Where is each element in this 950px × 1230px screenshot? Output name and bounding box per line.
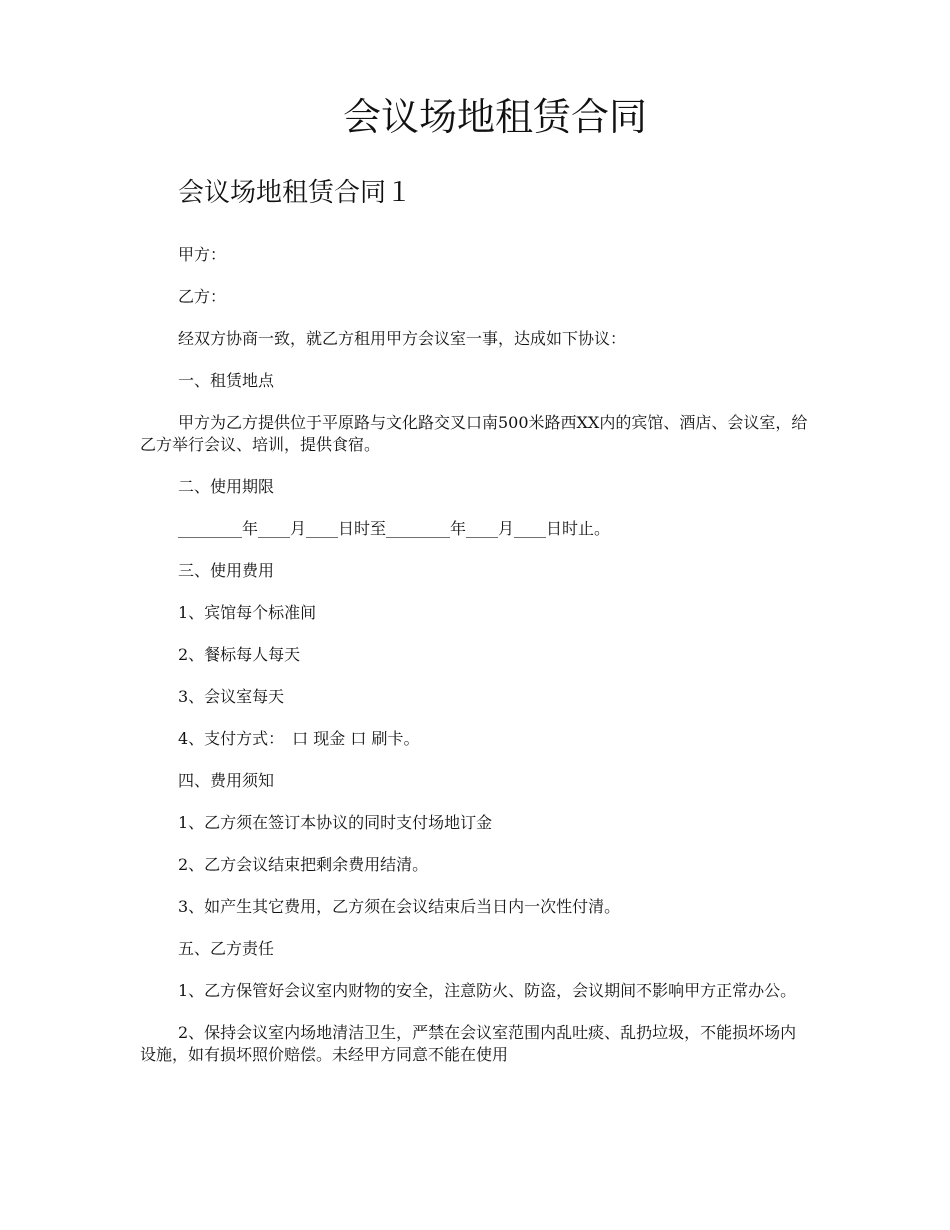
paragraph-payment-method: 4、支付方式： 口 现金 口 刷卡。: [178, 729, 420, 748]
paragraph-party-a: 甲方：: [178, 245, 227, 264]
paragraph-fee-note-3: 3、如产生其它费用，乙方须在会议结束后当日内一次性付清。: [178, 897, 621, 916]
document-body: [140, 244, 808, 1066]
document-title: 会议场地租赁合同: [342, 95, 647, 139]
paragraph-intro: 经双方协商一致，就乙方租用甲方会议室一事，达成如下协议：: [178, 329, 627, 348]
paragraph-fee-meeting-room: 3、会议室每天: [178, 687, 285, 706]
paragraph-period: ________年____月____日时至________年____月____日时止。: [178, 519, 611, 538]
paragraph-party-b: 乙方：: [178, 287, 227, 306]
heading-location: 一、租赁地点: [178, 371, 275, 390]
paragraph-location: 甲方为乙方提供位于平原路与文化路交叉口南500米路西XX内的宾馆、酒店、会议室，给乙方举行会议、培训，提供食宿。: [140, 413, 808, 454]
heading-period: 二、使用期限: [178, 477, 275, 496]
paragraph-fee-note-1: 1、乙方须在签订本协议的同时支付场地订金: [178, 813, 493, 832]
heading-fees: 三、使用费用: [178, 561, 275, 580]
paragraph-fee-meal: 2、餐标每人每天: [178, 645, 301, 664]
paragraph-responsibility-2: 2、保持会议室内场地清洁卫生，严禁在会议室范围内乱吐痰、乱扔垃圾，不能损坏场内设施，如有损坏照价赔偿。未经甲方同意不能在使用: [140, 1023, 797, 1064]
heading-fee-notes: 四、费用须知: [178, 771, 275, 790]
paragraph-responsibility-1: 1、乙方保管好会议室内财物的安全，注意防火、防盗，会议期间不影响甲方正常办公。: [178, 981, 797, 1000]
section-title: 会议场地租赁合同１: [178, 178, 413, 208]
heading-responsibility: 五、乙方责任: [178, 939, 275, 958]
paragraph-fee-note-2: 2、乙方会议结束把剩余费用结清。: [178, 855, 429, 874]
paragraph-fee-room: 1、宾馆每个标准间: [178, 603, 317, 622]
